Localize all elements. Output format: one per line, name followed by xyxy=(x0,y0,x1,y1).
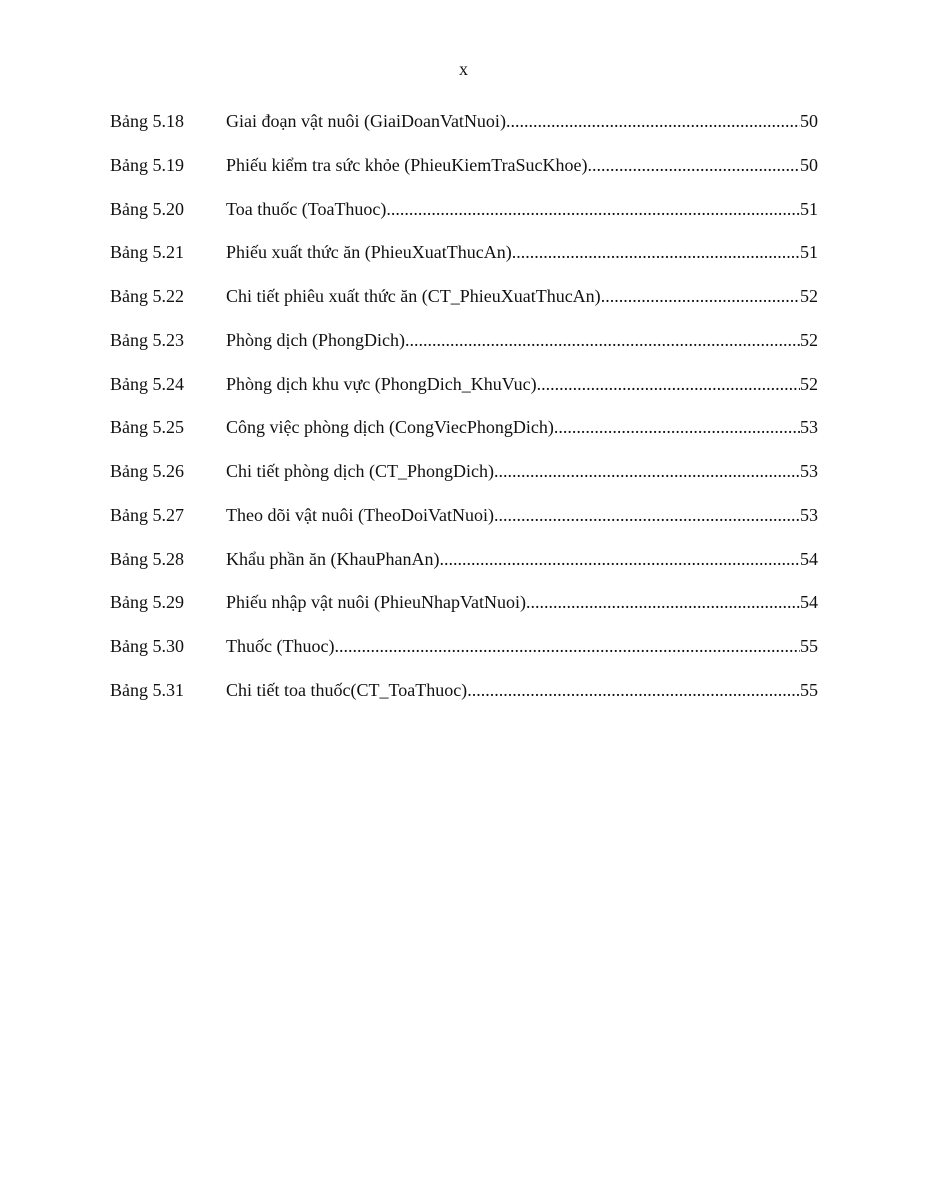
dot-leader xyxy=(512,240,800,264)
toc-entry-label: Bảng 5.18 xyxy=(110,111,184,131)
dot-leader xyxy=(526,590,800,614)
dot-leader xyxy=(439,547,800,571)
toc-entry-label: Bảng 5.21 xyxy=(110,242,184,263)
toc-entry-label: Bảng 5.30 xyxy=(110,636,184,656)
dot-leader xyxy=(554,415,800,439)
dot-leader xyxy=(467,678,800,702)
toc-entry xyxy=(110,459,818,503)
dot-leader xyxy=(386,197,800,221)
toc-entry xyxy=(110,284,818,328)
toc-entry-page: 52 xyxy=(800,373,818,394)
toc-entry xyxy=(110,109,818,153)
toc-entry xyxy=(110,153,818,197)
toc-entry-label: Bảng 5.20 xyxy=(110,198,184,219)
toc-entry-page: 54 xyxy=(800,592,818,613)
table-list xyxy=(110,109,818,722)
toc-entry-page: 52 xyxy=(800,329,818,350)
toc-entry-page: 51 xyxy=(800,242,818,263)
toc-entry-page: 53 xyxy=(800,504,818,525)
toc-entry xyxy=(110,547,818,591)
page-number: x xyxy=(459,59,468,79)
toc-entry-title: Phòng dịch khu vực (PhongDich_KhuVuc) xyxy=(226,373,537,394)
toc-entry-title: Công việc phòng dịch (CongViecPhongDich) xyxy=(226,417,554,438)
toc-entry-page: 51 xyxy=(800,198,818,219)
toc-entry-title: Toa thuốc (ToaThuoc) xyxy=(226,198,387,219)
toc-entry-title: Chi tiết phòng dịch (CT_PhongDich) xyxy=(226,461,494,481)
toc-entry-label: Bảng 5.23 xyxy=(110,329,184,350)
toc-entry-title: Thuốc (Thuoc) xyxy=(226,636,335,656)
toc-entry xyxy=(110,634,818,678)
toc-entry-title: Phiếu xuất thức ăn (PhieuXuatThucAn) xyxy=(226,242,512,263)
toc-entry-label: Bảng 5.26 xyxy=(110,461,184,481)
toc-entry-label: Bảng 5.19 xyxy=(110,154,184,175)
toc-entry-label: Bảng 5.29 xyxy=(110,592,184,613)
dot-leader xyxy=(405,328,800,352)
toc-entry-title: Khẩu phần ăn (KhauPhanAn) xyxy=(226,548,440,569)
toc-entry xyxy=(110,503,818,547)
toc-entry-title: Giai đoạn vật nuôi (GiaiDoanVatNuoi) xyxy=(226,111,506,131)
dot-leader xyxy=(334,634,800,658)
toc-entry xyxy=(110,197,818,241)
dot-leader xyxy=(537,372,800,396)
toc-entry-page: 55 xyxy=(800,636,818,656)
toc-entry-title: Phiếu kiểm tra sức khỏe (PhieuKiemTraSucKhoe) xyxy=(226,154,588,175)
toc-entry-label: Bảng 5.25 xyxy=(110,417,184,438)
dot-leader xyxy=(494,459,800,483)
toc-entry-title: Theo dõi vật nuôi (TheoDoiVatNuoi) xyxy=(226,504,494,525)
toc-entry-page: 54 xyxy=(800,548,818,569)
toc-entry xyxy=(110,678,818,722)
toc-entry-title: Phòng dịch (PhongDich) xyxy=(226,329,405,350)
toc-entry-title: Phiếu nhập vật nuôi (PhieuNhapVatNuoi) xyxy=(226,592,526,613)
toc-entry xyxy=(110,328,818,372)
toc-entry xyxy=(110,240,818,284)
dot-leader xyxy=(601,284,800,308)
toc-entry xyxy=(110,372,818,416)
toc-entry-page: 50 xyxy=(800,111,818,131)
toc-entry-title: Chi tiết phiêu xuất thức ăn (CT_PhieuXuatThucAn) xyxy=(226,286,601,306)
toc-entry-label: Bảng 5.24 xyxy=(110,373,184,394)
toc-entry-page: 53 xyxy=(800,461,818,481)
toc-entry-page: 50 xyxy=(800,154,818,175)
toc-entry-label: Bảng 5.31 xyxy=(110,679,184,700)
toc-entry-label: Bảng 5.22 xyxy=(110,286,184,306)
toc-entry-page: 52 xyxy=(800,286,818,306)
toc-entry xyxy=(110,590,818,634)
toc-entry-page: 53 xyxy=(800,417,818,438)
toc-entry-label: Bảng 5.27 xyxy=(110,504,184,525)
dot-leader xyxy=(506,109,800,133)
dot-leader xyxy=(494,503,800,527)
toc-entry xyxy=(110,415,818,459)
toc-entry-page: 55 xyxy=(800,679,818,700)
toc-entry-label: Bảng 5.28 xyxy=(110,548,184,569)
toc-entry-title: Chi tiết toa thuốc(CT_ToaThuoc) xyxy=(226,679,468,700)
dot-leader xyxy=(588,153,800,177)
